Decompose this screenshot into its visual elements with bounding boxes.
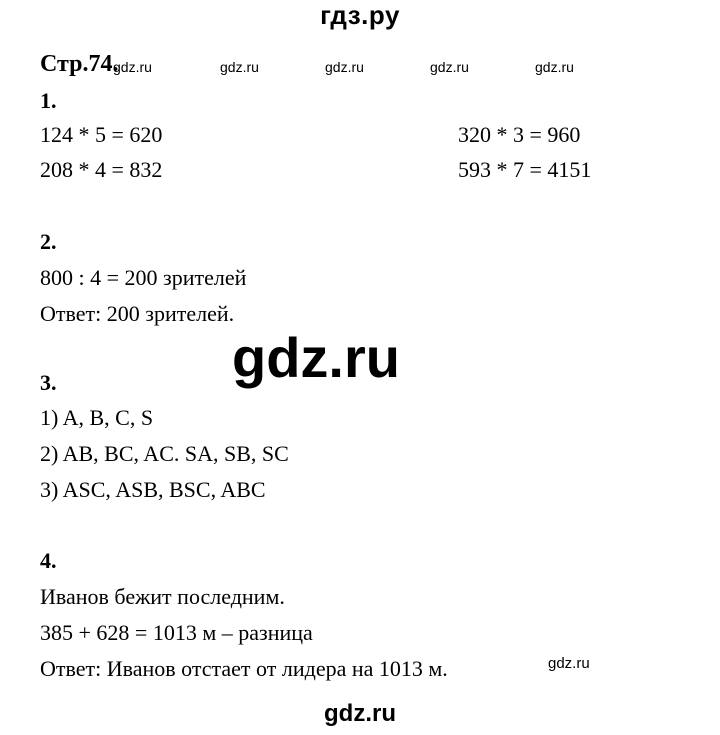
- watermark-large: gdz.ru: [232, 326, 400, 389]
- watermark-small: gdz.ru: [430, 59, 469, 75]
- task-2-heading: 2.: [40, 229, 57, 254]
- task-3-heading: 3.: [40, 370, 57, 395]
- task-3-line: 1) A, B, C, S: [40, 405, 154, 430]
- task-4-heading: 4.: [40, 548, 57, 573]
- watermark-small: gdz.ru: [325, 59, 364, 75]
- task-3-line: 2) AB, BC, AC. SA, SB, SC: [40, 441, 289, 466]
- task-4-line: 385 + 628 = 1013 м – разница: [40, 620, 313, 645]
- task-3-line: 3) ASC, ASB, BSC, ABC: [40, 477, 266, 502]
- task-2-answer: Ответ: 200 зрителей.: [40, 301, 235, 326]
- site-title: гдз.ру: [320, 0, 400, 30]
- task-1-equation: 593 * 7 = 4151: [458, 157, 592, 182]
- task-4-line: Иванов бежит последним.: [40, 584, 285, 609]
- task-4-answer: Ответ: Иванов отстает от лидера на 1013 м.: [40, 656, 448, 681]
- page-reference: Стр.74.: [40, 51, 119, 77]
- task-1-equation: 124 * 5 = 620: [40, 122, 163, 147]
- task-2-line: 800 : 4 = 200 зрителей: [40, 265, 247, 290]
- watermark-small: gdz.ru: [220, 59, 259, 75]
- task-1-heading: 1.: [40, 88, 57, 113]
- watermark-small: gdz.ru: [548, 655, 590, 672]
- task-1-equation: 320 * 3 = 960: [458, 122, 581, 147]
- watermark-small: gdz.ru: [535, 59, 574, 75]
- watermark-small: gdz.ru: [113, 59, 152, 75]
- watermark-bottom: gdz.ru: [324, 700, 396, 727]
- task-1-equation: 208 * 4 = 832: [40, 157, 163, 182]
